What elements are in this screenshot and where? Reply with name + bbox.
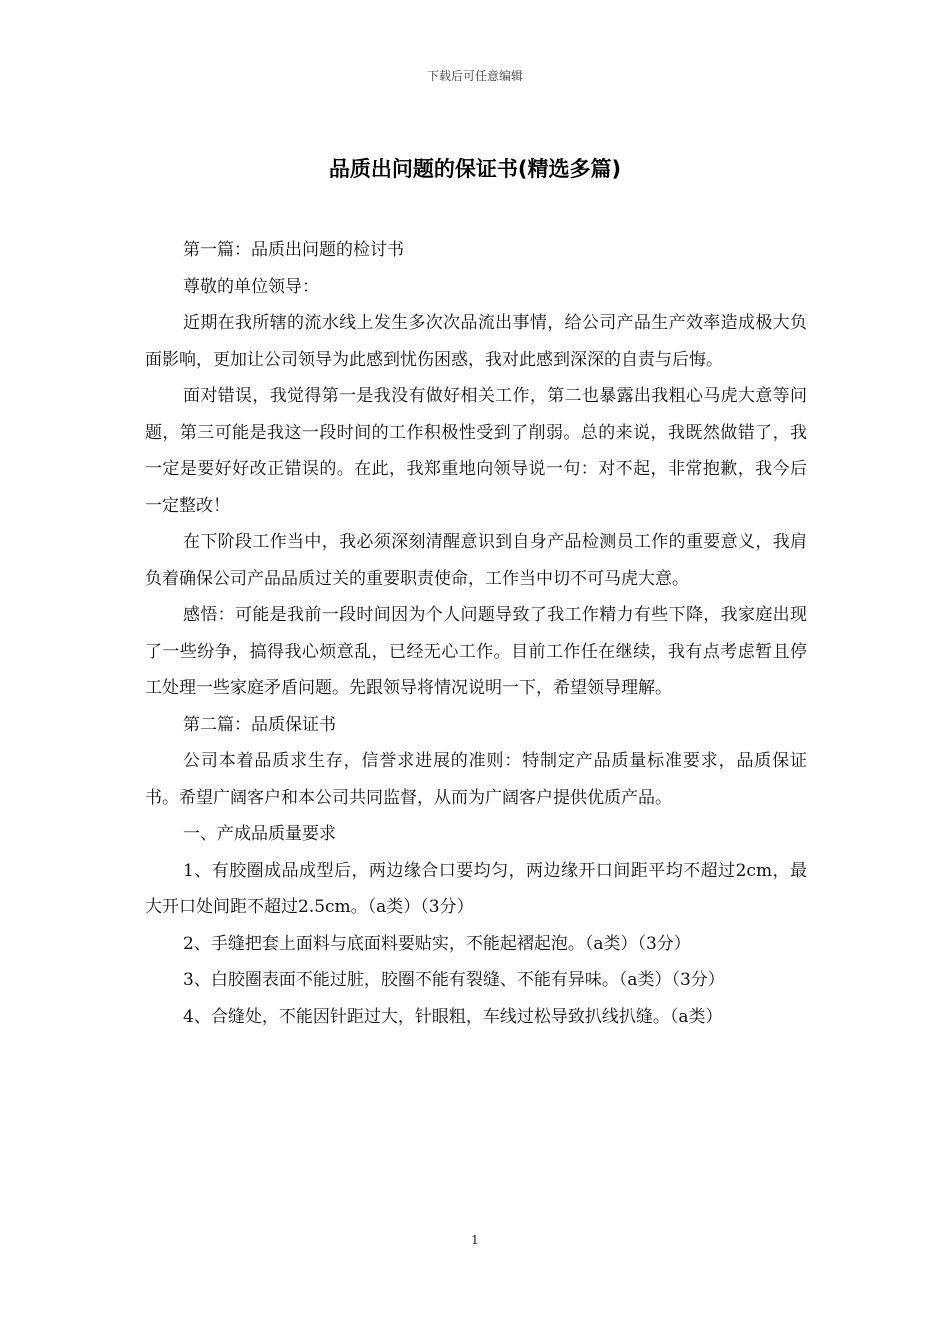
section-heading-1: 第一篇：品质出问题的检讨书 — [183, 240, 404, 260]
page-header-note: 下载后可任意编辑 — [426, 69, 523, 83]
section-heading-2: 第二篇：品质保证书 — [183, 714, 336, 735]
list-item: 3、白胶圈表面不能过脏，胶圈不能有裂缝、不能有异味。（a类）（3分） — [183, 970, 725, 990]
list-item: 2、手缝把套上面料与底面料要贴实，不能起褶起泡。（a类）（3分） — [183, 933, 691, 954]
document-body — [145, 232, 807, 1035]
body-paragraph: 在下阶段工作当中，我必须深刻清醒意识到自身产品检测员工作的重要意义，我肩负着确保公司产品品质过关的重要职责使命，工作当中切不可马虎大意。 — [145, 532, 807, 589]
salutation: 尊敬的单位领导： — [183, 276, 319, 297]
body-paragraph: 感悟：可能是我前一段时间因为个人问题导致了我工作精力有些下降，我家庭出现了一些纷争，搞得我心烦意乱，已经无心工作。目前工作任在继续，我有点考虑暂且停工处理一些家庭矛盾问题。先跟领导将情况说明一下，希望领导理解。 — [145, 605, 807, 698]
body-paragraph: 公司本着品质求生存，信誉求进展的准则：特制定产品质量标准要求，品质保证书。希望广阔客户和本公司共同监督，从而为广阔客户提供优质产品。 — [145, 751, 807, 808]
body-paragraph: 近期在我所辖的流水线上发生多次次品流出事情，给公司产品生产效率造成极大负面影响，更加让公司领导为此感到忧伤困惑，我对此感到深深的自责与后悔。 — [145, 313, 807, 370]
page-number: 1 — [471, 1233, 479, 1247]
list-item: 4、合缝处，不能因针距过大，针眼粗，车线过松导致扒线扒缝。（a类） — [183, 1006, 723, 1027]
document-title: 品质出问题的保证书(精选多篇) — [328, 157, 622, 181]
body-paragraph: 面对错误，我觉得第一是我没有做好相关工作，第二也暴露出我粗心马虎大意等问题，第三可能是我这一段时间的工作积极性受到了削弱。总的来说，我既然做错了，我一定是要好好改正错误的。在此，我郑重地向领导说一句：对不起，非常抱歉，我今后一定整改！ — [145, 386, 807, 516]
list-item: 1、有胶圈成品成型后，两边缘合口要均匀，两边缘开口间距平均不超过2cm，最大开口处间距不超过2.5cm。（a类）（3分） — [145, 860, 807, 917]
subsection-heading: 一、产成品质量要求 — [183, 824, 336, 844]
